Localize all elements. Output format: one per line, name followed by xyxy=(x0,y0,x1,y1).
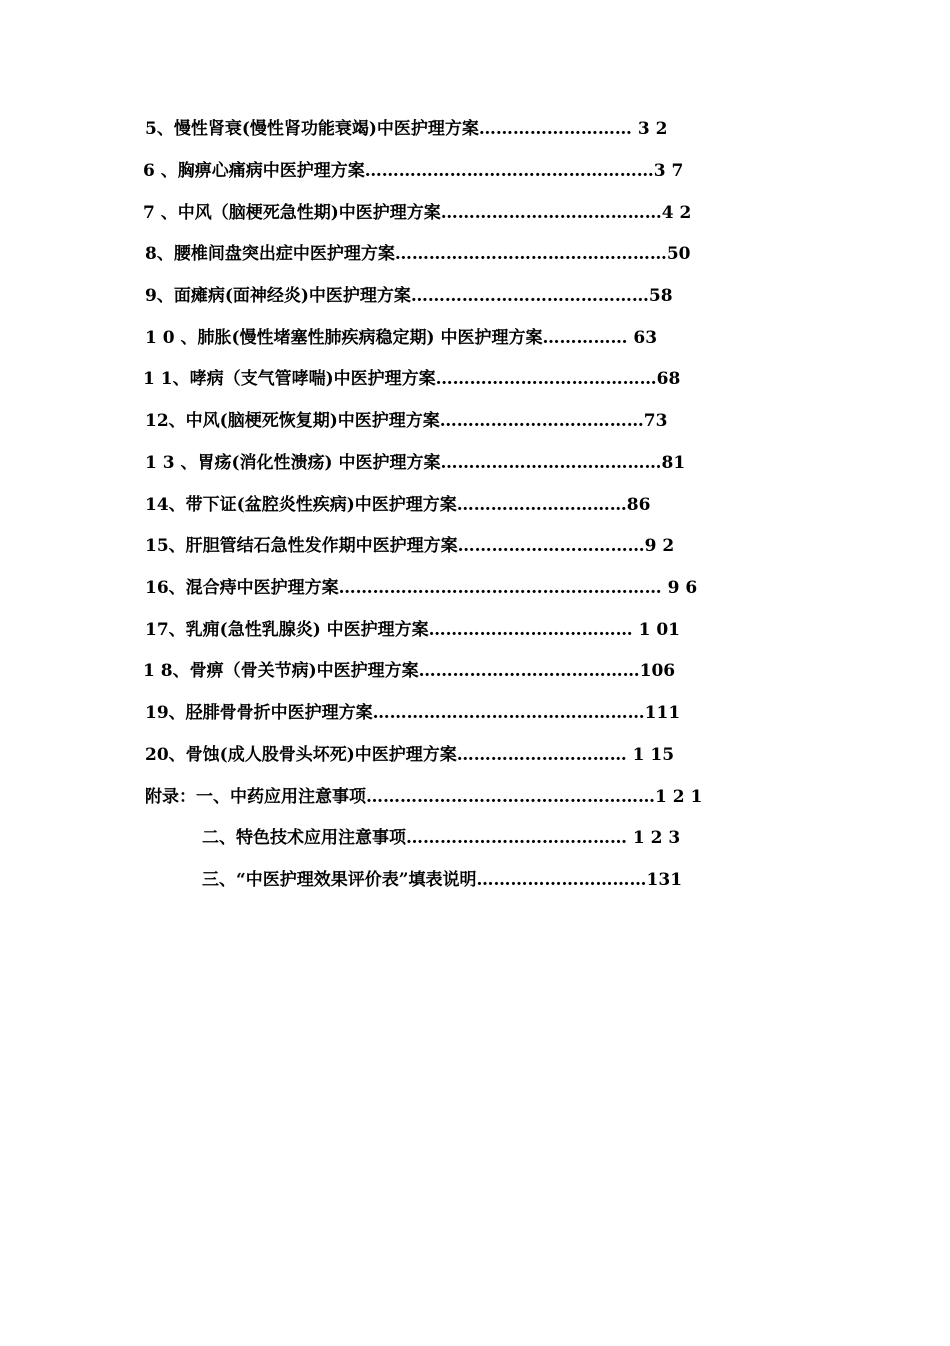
toc-entry-text: 15、肝胆管结石急性发作期中医护理方案……………………………9 2 xyxy=(145,536,675,556)
toc-entry-text: 6 、胸痹心痛病中医护理方案……………………………………………3 7 xyxy=(143,161,684,181)
toc-entry-13 xyxy=(145,448,685,478)
toc-entry-text: 1 0 、肺胀(慢性堵塞性肺疾病稳定期) 中医护理方案…………… 63 xyxy=(145,328,658,348)
toc-entry-19 xyxy=(145,698,680,728)
toc-entry-text: 17、乳痈(急性乳腺炎) 中医护理方案……………………………… 1 01 xyxy=(145,620,680,640)
toc-entry-6 xyxy=(143,156,683,186)
toc-entry-16 xyxy=(145,573,697,603)
toc-entry-7 xyxy=(143,198,691,228)
toc-entry-text: 5、慢性肾衰(慢性肾功能衰竭)中医护理方案……………………… 3 2 xyxy=(145,119,668,139)
toc-entry-text: 1 1、哮病（支气管哮喘)中医护理方案…………………………………68 xyxy=(143,369,681,389)
toc-entry-text: 1 8、骨痹（骨关节病)中医护理方案…………………………………106 xyxy=(143,661,676,681)
toc-entry-text: 12、中风(脑梗死恢复期)中医护理方案………………………………73 xyxy=(145,411,668,431)
toc-entry-11 xyxy=(143,364,680,394)
toc-entry-14 xyxy=(145,490,650,520)
toc-entry-text: 20、骨蚀(成人股骨头坏死)中医护理方案………………………… 1 15 xyxy=(145,745,675,765)
toc-entry-text: 8、腰椎间盘突出症中医护理方案…………………………………………50 xyxy=(145,244,691,264)
toc-appendix-3 xyxy=(202,865,682,895)
toc-appendix-1 xyxy=(145,782,702,812)
toc-entry-10 xyxy=(145,323,657,353)
toc-entry-8 xyxy=(145,239,691,269)
toc-entry-9 xyxy=(145,281,673,311)
toc-entry-text: 7 、中风（脑梗死急性期)中医护理方案…………………………………4 2 xyxy=(143,203,692,223)
toc-entry-text: 9、面瘫病(面神经炎)中医护理方案……………………………………58 xyxy=(145,286,673,306)
toc-entry-5 xyxy=(145,114,667,144)
toc-entry-12 xyxy=(145,406,667,436)
toc-entry-text: 三、“中医护理效果评价表”填表说明…………………………131 xyxy=(202,870,683,890)
toc-entry-text: 1 3 、胃疡(消化性溃疡) 中医护理方案…………………………………81 xyxy=(145,453,686,473)
toc-entry-text: 16、混合痔中医护理方案………………………………………………… 9 6 xyxy=(145,578,698,598)
toc-entry-17 xyxy=(145,615,680,645)
toc-entry-text: 附录：一、中药应用注意事项……………………………………………1 2 1 xyxy=(145,787,703,807)
toc-appendix-2 xyxy=(202,823,680,853)
toc-entry-text: 19、胫腓骨骨折中医护理方案…………………………………………111 xyxy=(145,703,681,723)
toc-entry-18 xyxy=(143,656,675,686)
toc-entry-text: 14、带下证(盆腔炎性疾病)中医护理方案…………………………86 xyxy=(145,495,651,515)
toc-entry-20 xyxy=(145,740,674,770)
toc-entry-15 xyxy=(145,531,674,561)
toc-entry-text: 二、特色技术应用注意事项………………………………… 1 2 3 xyxy=(202,828,681,848)
